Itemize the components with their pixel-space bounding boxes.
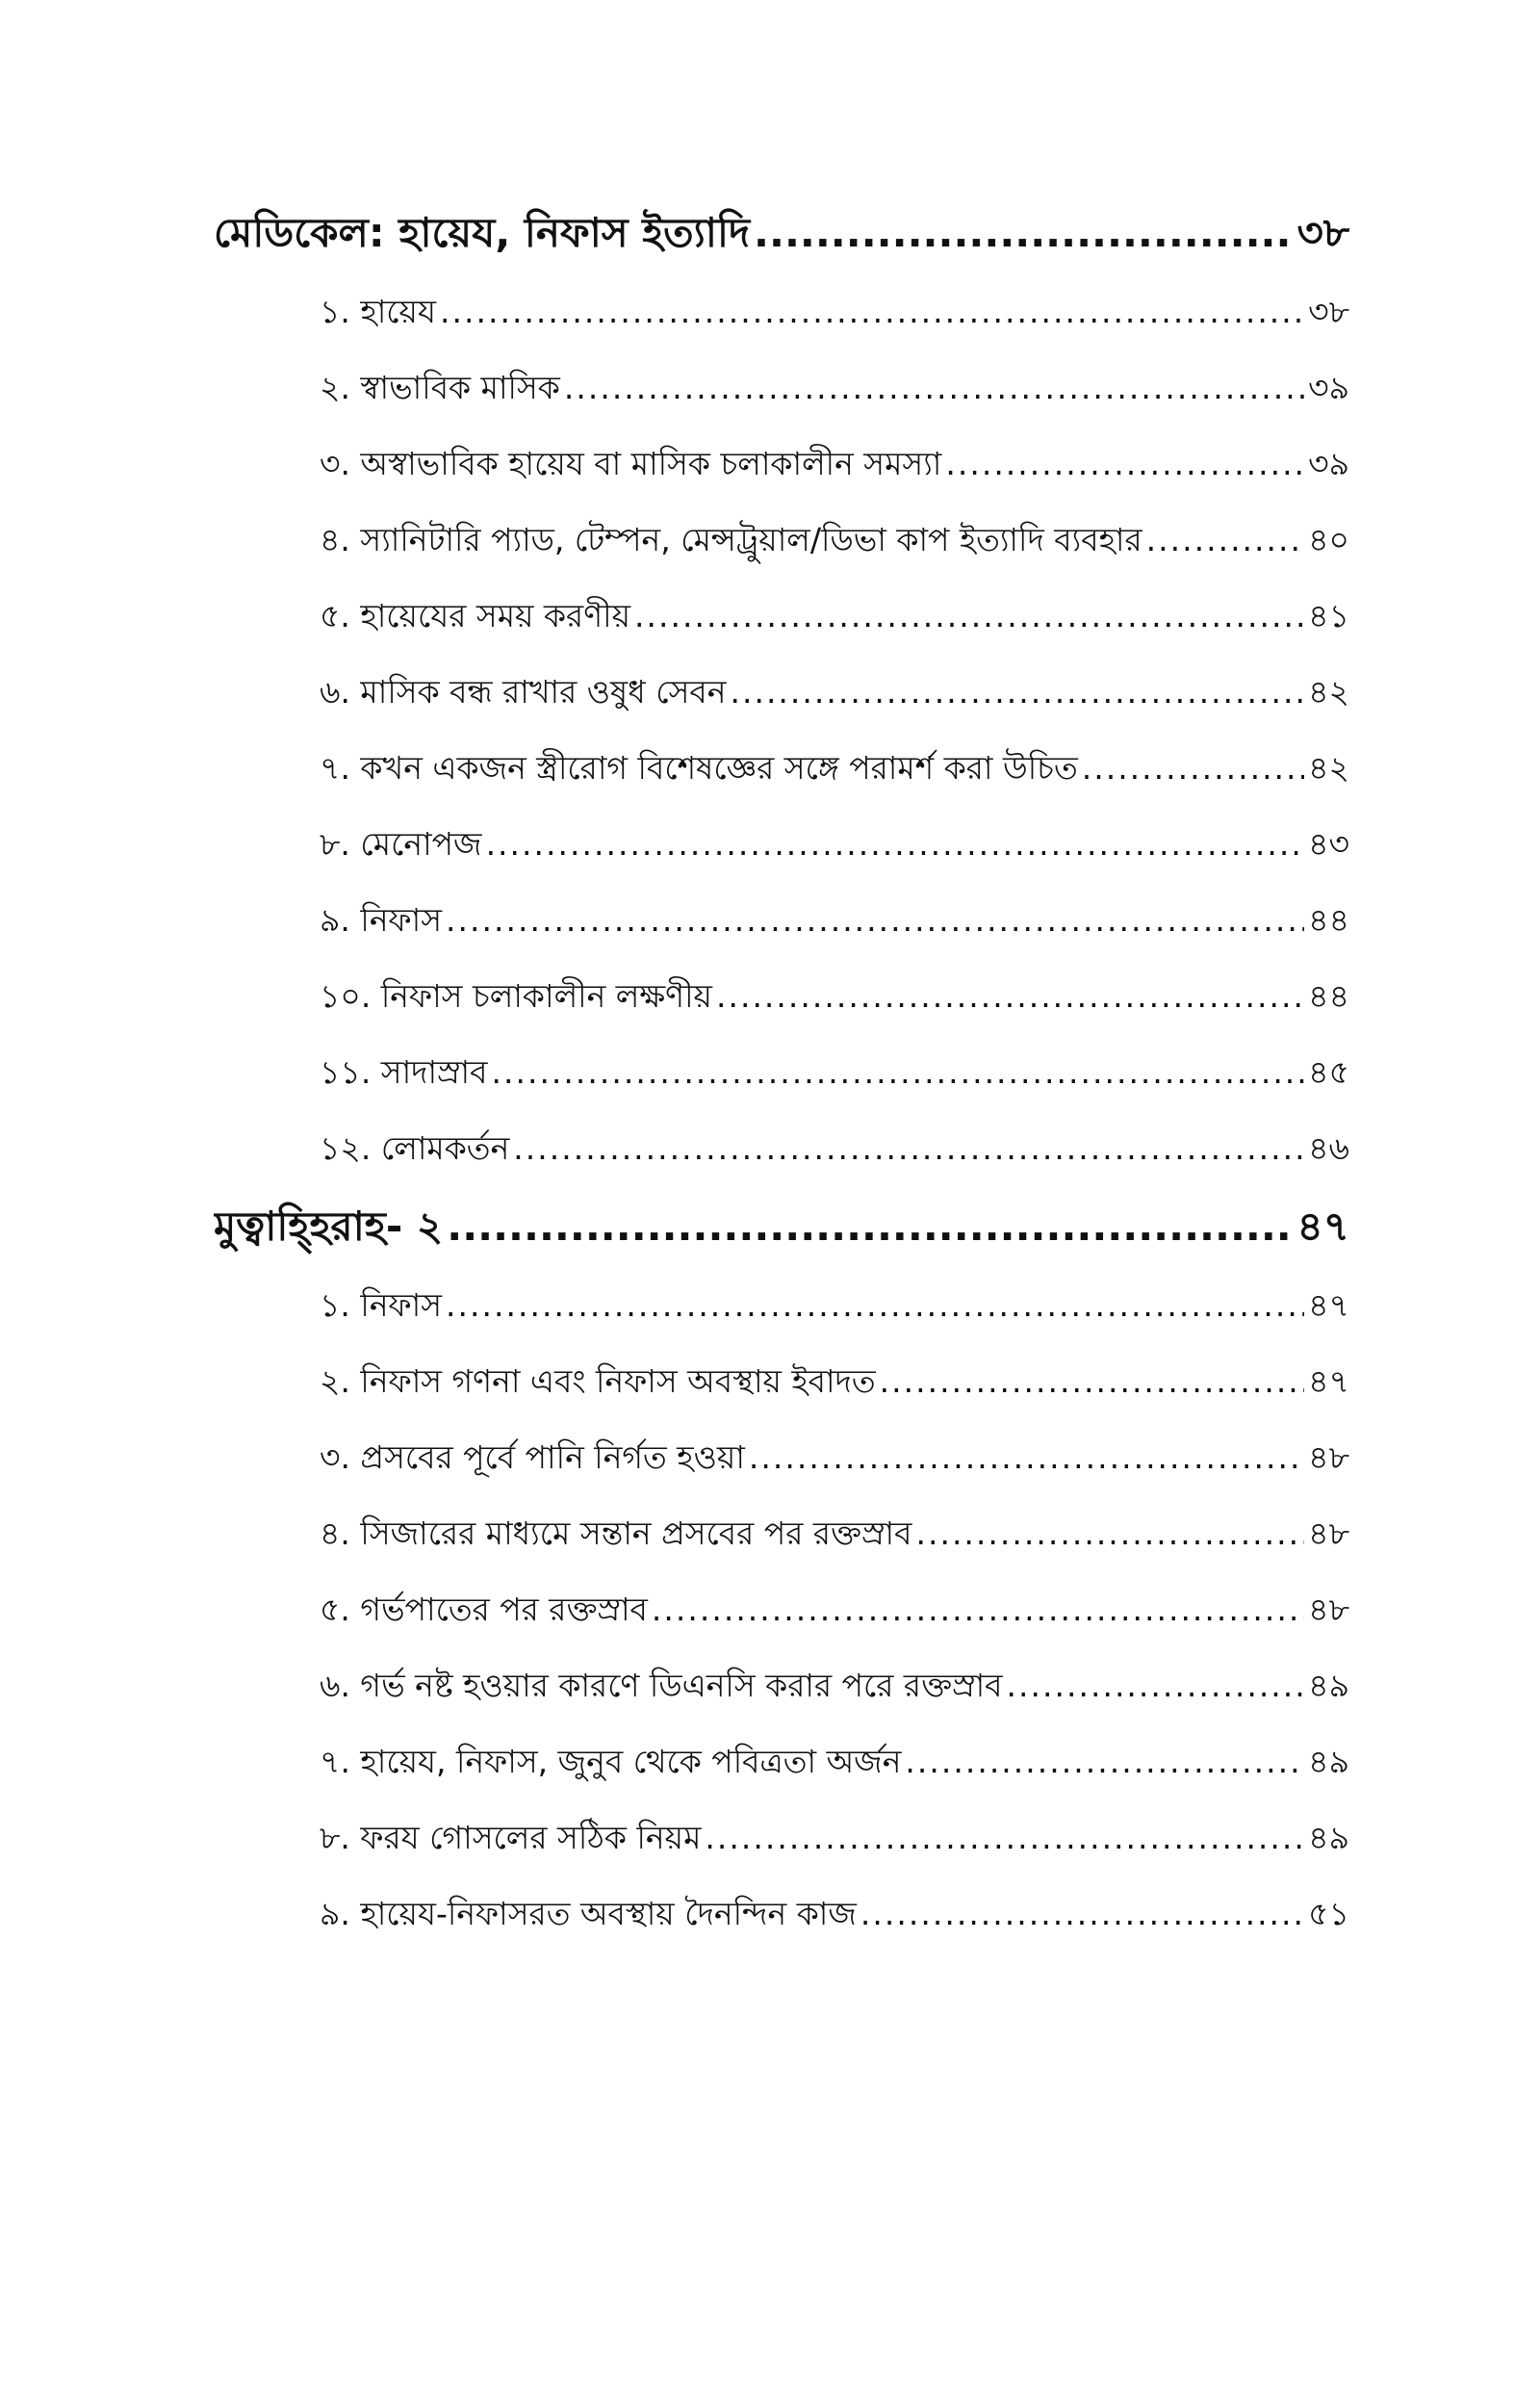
toc-section-heading[interactable]: [214, 193, 1349, 273]
toc-entry[interactable]: [214, 1343, 1349, 1419]
entry-title: ১. নিফাস: [320, 1286, 443, 1324]
toc-entry[interactable]: [214, 426, 1349, 502]
dot-leader: [705, 1799, 1304, 1876]
dot-leader: [486, 806, 1305, 882]
table-of-contents: [214, 193, 1349, 1952]
entry-page-number: ৪৭: [1308, 1286, 1349, 1324]
entry-title: ৭. কখন একজন স্ত্রীরোগ বিশেষজ্ঞের সঙ্গে পরামর্শ করা উচিত: [320, 749, 1078, 787]
entry-page-number: ৪৯: [1308, 1743, 1349, 1780]
entry-page-number: ৪২: [1308, 673, 1349, 711]
dot-leader: [634, 578, 1304, 654]
entry-page-number: ৪৮: [1308, 1438, 1349, 1476]
entry-title: ৬. মাসিক বন্ধ রাখার ওষুধ সেবন: [320, 673, 727, 711]
entry-page-number: ৩৮: [1308, 293, 1349, 330]
entry-page-number: ৪৫: [1308, 1053, 1349, 1091]
toc-entry[interactable]: [214, 958, 1349, 1034]
entry-title: ৩. অস্বাভাবিক হায়েয বা মাসিক চলাকালীন সমস্যা: [320, 445, 942, 482]
dot-leader: [446, 882, 1304, 958]
toc-entry[interactable]: [214, 806, 1349, 882]
toc-entry[interactable]: [214, 1495, 1349, 1571]
toc-section-heading[interactable]: [214, 1186, 1349, 1267]
dot-leader: [652, 1571, 1304, 1647]
entry-title: ৫. গর্ভপাতের পর রক্তস্রাব: [320, 1591, 648, 1628]
toc-entry[interactable]: [214, 502, 1349, 578]
entry-page-number: ৪৮: [1308, 1591, 1349, 1628]
toc-entry[interactable]: [214, 1267, 1349, 1343]
entry-page-number: ৫১: [1308, 1895, 1349, 1932]
entry-page-number: ৩৯: [1308, 445, 1349, 482]
entry-page-number: ৪৯: [1308, 1667, 1349, 1704]
entry-title: ৭. হায়েয, নিফাস, জুনুব থেকে পবিত্রতা অর্জন: [320, 1743, 902, 1780]
entry-page-number: ৪৯: [1308, 1819, 1349, 1856]
entry-page-number: ৪৭: [1308, 1362, 1349, 1400]
entry-title: ৪. সিজারের মাধ্যমে সন্তান প্রসবের পর রক্তস্রাব: [320, 1514, 912, 1552]
dot-leader: [491, 1034, 1304, 1110]
dot-leader: [513, 1110, 1304, 1186]
dot-leader: [447, 1186, 1293, 1267]
entry-title: ১১. সাদাস্রাব: [320, 1053, 488, 1091]
toc-entry[interactable]: [214, 578, 1349, 654]
toc-entry[interactable]: [214, 1571, 1349, 1647]
dot-leader: [716, 958, 1304, 1034]
entry-page-number: ৪৩: [1308, 825, 1349, 863]
toc-entry[interactable]: [214, 654, 1349, 730]
dot-leader: [860, 1876, 1304, 1952]
toc-entry[interactable]: [214, 1110, 1349, 1186]
entry-title: ১০. নিফাস চলাকালীন লক্ষণীয়: [320, 977, 712, 1015]
toc-entry[interactable]: [214, 273, 1349, 349]
toc-entry[interactable]: [214, 882, 1349, 958]
entry-page-number: ৪১: [1308, 597, 1349, 634]
toc-entry[interactable]: [214, 730, 1349, 806]
section-title: মুত্বাহ্হিরাহ- ২: [214, 1203, 444, 1250]
entry-title: ৪. স্যানিটারি প্যাড, টেম্পন, মেন্সট্রুয়াল/ডিভা কাপ ইত্যাদি ব্যবহার: [320, 521, 1142, 558]
toc-entry[interactable]: [214, 1034, 1349, 1110]
section-page-number: ৩৮: [1296, 209, 1349, 256]
toc-entry[interactable]: [214, 1799, 1349, 1876]
dot-leader: [1146, 502, 1304, 578]
entry-title: ৮. ফরয গোসলের সঠিক নিয়ম: [320, 1819, 702, 1856]
dot-leader: [905, 1723, 1304, 1799]
entry-page-number: ৪০: [1308, 521, 1349, 558]
section-page-number: ৪৭: [1296, 1203, 1349, 1250]
entry-page-number: ৩৯: [1308, 369, 1349, 406]
entry-title: ২. স্বাভাবিক মাসিক: [320, 369, 560, 406]
dot-leader: [1082, 730, 1304, 806]
toc-entry[interactable]: [214, 1723, 1349, 1799]
dot-leader: [1007, 1647, 1305, 1723]
dot-leader: [730, 654, 1304, 730]
dot-leader: [915, 1495, 1304, 1571]
entry-title: ১. হায়েয: [320, 293, 437, 330]
dot-leader: [754, 193, 1293, 273]
entry-page-number: ৪২: [1308, 749, 1349, 787]
section-title: মেডিকেল: হায়েয, নিফাস ইত্যাদি: [214, 209, 751, 256]
toc-entry[interactable]: [214, 1647, 1349, 1723]
entry-title: ১২. লোমকর্তন: [320, 1129, 510, 1167]
dot-leader: [880, 1343, 1304, 1419]
entry-page-number: ৪৬: [1308, 1129, 1349, 1167]
toc-entry[interactable]: [214, 1876, 1349, 1952]
entry-page-number: ৪৮: [1308, 1514, 1349, 1552]
dot-leader: [564, 349, 1304, 426]
dot-leader: [749, 1419, 1304, 1495]
entry-page-number: ৪৪: [1308, 977, 1349, 1015]
entry-title: ৫. হায়েযের সময় করণীয়: [320, 597, 631, 634]
entry-title: ৬. গর্ভ নষ্ট হওয়ার কারণে ডিএনসি করার পরে রক্তস্রাব: [320, 1667, 1003, 1704]
entry-title: ২. নিফাস গণনা এবং নিফাস অবস্থায় ইবাদত: [320, 1362, 876, 1400]
entry-title: ৮. মেনোপজ: [320, 825, 482, 863]
dot-leader: [945, 426, 1304, 502]
entry-title: ৩. প্রসবের পূর্বে পানি নির্গত হওয়া: [320, 1438, 745, 1476]
dot-leader: [440, 273, 1304, 349]
dot-leader: [446, 1267, 1304, 1343]
toc-entry[interactable]: [214, 349, 1349, 426]
toc-entry[interactable]: [214, 1419, 1349, 1495]
entry-title: ৯. নিফাস: [320, 901, 443, 939]
entry-title: ৯. হায়েয-নিফাসরত অবস্থায় দৈনন্দিন কাজ: [320, 1895, 857, 1932]
entry-page-number: ৪৪: [1308, 901, 1349, 939]
